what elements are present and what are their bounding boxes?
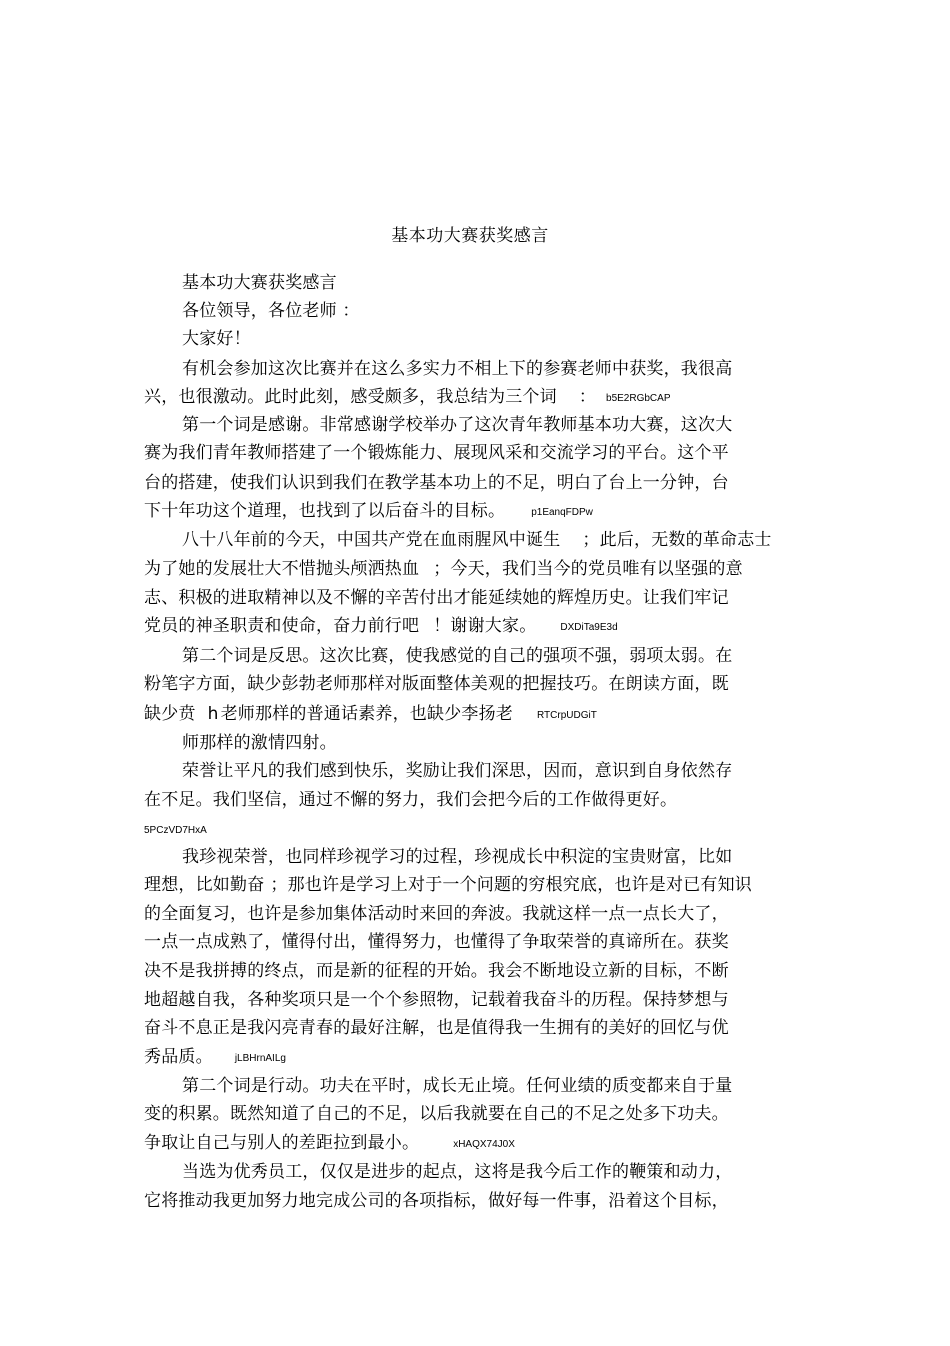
text-span: ！谢谢大家。 [433,616,537,636]
paragraph-line: 我珍视荣誉，也同样珍视学习的过程，珍视成长中积淀的宝贵财富，比如 [182,847,733,867]
paragraph-line [144,1131,515,1158]
reference-code: jLBHrnAILg [234,1053,286,1064]
paragraph-line: 一点一点成熟了，懂得付出，懂得努力，也懂得了争取荣誉的真谛所在。获奖 [144,932,729,952]
text-span: 缺少贲 [144,704,196,724]
text-span: ；那也许是学习上对于一个问题的穷根究底，也许是对已有知识 [270,875,753,895]
paragraph-line: 第二个词是行动。功夫在平时，成长无止境。任何业绩的质变都来自于量 [182,1076,733,1096]
paragraph-line: 台的搭建，使我们认识到我们在教学基本功上的不足，明白了台上一分钟，台 [144,473,729,493]
text-span: 老师那样的普通话素养，也缺少李扬老 [220,704,513,724]
paragraph-line [144,702,597,729]
paragraph-line [144,614,618,641]
text-span: 秀品质。 [144,1047,213,1067]
paragraph-line [182,528,772,552]
paragraph-line [144,499,593,526]
text-span: 兴，也很激动。此时此刻，感受颇多，我总结为三个词 [144,387,557,407]
reference-code: b5E2RGbCAP [606,393,671,404]
salutation-line: 各位领导，各位老师 ： [182,301,360,321]
subtitle-line: 基本功大赛获奖感言 [182,273,337,293]
paragraph-line: 第一个词是感谢。非常感谢学校举办了这次青年教师基本功大赛，这次大 [182,415,733,435]
paragraph-line: 奋斗不息正是我闪亮青春的最好注解，也是值得我一生拥有的美好的回忆与优 [144,1018,729,1038]
reference-code: 5PCzVD7HxA [144,825,207,836]
paragraph-line [144,873,752,897]
paragraph-line [144,1045,286,1072]
paragraph-line: 在不足。我们坚信，通过不懈的努力，我们会把今后的工作做得更好。 [144,790,678,810]
text-span: ；此后，无数的革命志士 [582,530,772,550]
paragraph-line: 志、积极的进取精神以及不懈的辛苦付出才能延续她的辉煌历史。让我们牢记 [144,588,729,608]
paragraph-line: 当选为优秀员工，仅仅是进步的起点，这将是我今后工作的鞭策和动力， [182,1162,733,1182]
paragraph-line [144,385,671,412]
text-span: 八十八年前的今天，中国共产党在血雨腥风中诞生 [182,530,561,550]
paragraph-line: 它将推动我更加努力地完成公司的各项指标，做好每一件事，沿着这个目标， [144,1191,729,1211]
paragraph-line: 第二个词是反思。这次比赛，使我感觉的自己的强项不强，弱项太弱。在 [182,646,733,666]
reference-code: p1EanqFDPw [531,507,593,518]
paragraph-line [144,557,743,581]
reference-code: xHAQX74J0X [453,1139,515,1150]
paragraph-line: 决不是我拼搏的终点，而是新的征程的开始。我会不断地设立新的目标，不断 [144,961,729,981]
paragraph-line: 赛为我们青年教师搭建了一个锻炼能力、展现风采和交流学习的平台。这个平 [144,443,729,463]
paragraph-line: 荣誉让平凡的我们感到快乐，奖励让我们深思，因而，意识到自身依然存 [182,761,733,781]
paragraph-line: 地超越自我，各种奖项只是一个个参照物，记载着我奋斗的历程。保持梦想与 [144,990,729,1010]
greeting-line: 大家好！ [182,329,251,349]
paragraph-line: 师那样的激情四射。 [182,733,337,753]
reference-code: DXDiTa9E3d [560,622,618,633]
reference-code: RTCrpUDGiT [537,710,597,721]
text-span: 理想，比如勤奋 [144,875,265,895]
text-span: ；今天，我们当今的党员唯有以坚强的意 [433,559,743,579]
text-span: 党员的神圣职责和使命，奋力前行吧 [144,616,420,636]
text-span: 为了她的发展壮大不惜抛头颅洒热血 [144,559,420,579]
paragraph-line: 变的积累。既然知道了自己的不足，以后我就要在自己的不足之处多下功夫。 [144,1104,729,1124]
paragraph-line: 有机会参加这次比赛并在这么多实力不相上下的参赛老师中获奖，我很高 [182,359,733,379]
document-title: 基本功大赛获奖感言 [391,226,549,246]
text-span: 争取让自己与别人的差距拉到最小。 [144,1133,420,1153]
text-span: h [207,704,219,724]
paragraph-line: 粉笔字方面，缺少彭勃老师那样对版面整体美观的把握技巧。在朗读方面，既 [144,674,729,694]
text-span: 下十年功这个道理，也找到了以后奋斗的目标。 [144,501,506,521]
paragraph-line: 的全面复习，也许是参加集体活动时来回的奔波。我就这样一点一点长大了， [144,904,729,924]
text-span: ： [578,387,597,407]
